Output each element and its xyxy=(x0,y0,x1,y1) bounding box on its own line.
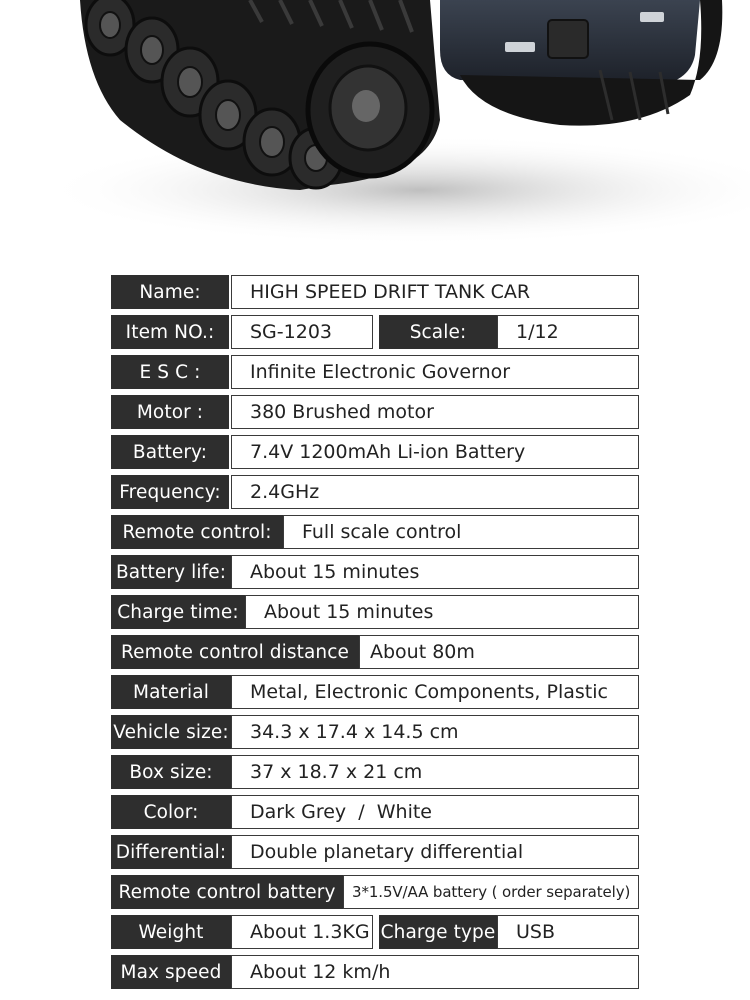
spec-row-box-size xyxy=(111,755,639,789)
spec-label: Material xyxy=(111,675,231,709)
spec-label: Remote control distance xyxy=(111,635,359,669)
spec-label: Box size: xyxy=(111,755,231,789)
spec-label: Motor : xyxy=(111,395,229,429)
spec-label: Battery: xyxy=(111,435,229,469)
product-photo xyxy=(0,0,750,262)
spec-row-charge-time xyxy=(111,595,639,629)
spec-value: About 80m xyxy=(359,635,639,669)
spec-value: Full scale control xyxy=(283,515,639,549)
spec-row-frequency xyxy=(111,475,639,509)
spec-row-motor xyxy=(111,395,639,429)
spec-label: Remote control battery xyxy=(111,875,343,909)
spec-value: About 15 minutes xyxy=(245,595,639,629)
spec-value: 7.4V 1200mAh Li-ion Battery xyxy=(231,435,639,469)
spec-value: Metal, Electronic Components, Plastic xyxy=(231,675,639,709)
spec-value: About 15 minutes xyxy=(231,555,639,589)
spec-value: About 1.3KG xyxy=(231,915,373,949)
spec-value: 34.3 x 17.4 x 14.5 cm xyxy=(231,715,639,749)
spec-label: Charge type xyxy=(379,915,497,949)
spec-label: Differential: xyxy=(111,835,231,869)
spec-row-weight-charge-type xyxy=(111,915,639,949)
spec-row-remote-control xyxy=(111,515,639,549)
spec-value: Double planetary differential xyxy=(231,835,639,869)
spec-row-name xyxy=(111,275,639,309)
spec-value: Infinite Electronic Governor xyxy=(231,355,639,389)
spec-label: Scale: xyxy=(379,315,497,349)
spec-row-item-no-scale xyxy=(111,315,639,349)
spec-label: Item NO.: xyxy=(111,315,229,349)
spec-row-esc xyxy=(111,355,639,389)
spec-row-vehicle-size xyxy=(111,715,639,749)
spec-label: Weight xyxy=(111,915,231,949)
spec-row-material xyxy=(111,675,639,709)
spec-row-remote-distance xyxy=(111,635,639,669)
spec-label: Remote control: xyxy=(111,515,283,549)
spec-value: 380 Brushed motor xyxy=(231,395,639,429)
spec-label: Max speed xyxy=(111,955,231,989)
spec-label: Color: xyxy=(111,795,231,829)
spec-value: Dark Grey / White xyxy=(231,795,639,829)
spec-label: E S C : xyxy=(111,355,229,389)
spec-value: About 12 km/h xyxy=(231,955,639,989)
spec-row-remote-battery xyxy=(111,875,639,909)
spec-value: SG-1203 xyxy=(231,315,373,349)
spec-value: 1/12 xyxy=(497,315,639,349)
tank-tracks-illustration xyxy=(0,0,750,262)
spec-label: Charge time: xyxy=(111,595,245,629)
spec-label: Name: xyxy=(111,275,229,309)
spec-row-battery-life xyxy=(111,555,639,589)
spec-row-color xyxy=(111,795,639,829)
spec-label: Vehicle size: xyxy=(111,715,231,749)
spec-label: Frequency: xyxy=(111,475,229,509)
spec-value: USB xyxy=(497,915,639,949)
spec-row-max-speed xyxy=(111,955,639,989)
spec-row-differential xyxy=(111,835,639,869)
spec-row-battery xyxy=(111,435,639,469)
spec-value: 2.4GHz xyxy=(231,475,639,509)
spec-value: 37 x 18.7 x 21 cm xyxy=(231,755,639,789)
spec-label: Battery life: xyxy=(111,555,231,589)
spec-value: 3*1.5V/AA battery ( order separately) xyxy=(343,875,639,909)
spec-value: HIGH SPEED DRIFT TANK CAR xyxy=(231,275,639,309)
